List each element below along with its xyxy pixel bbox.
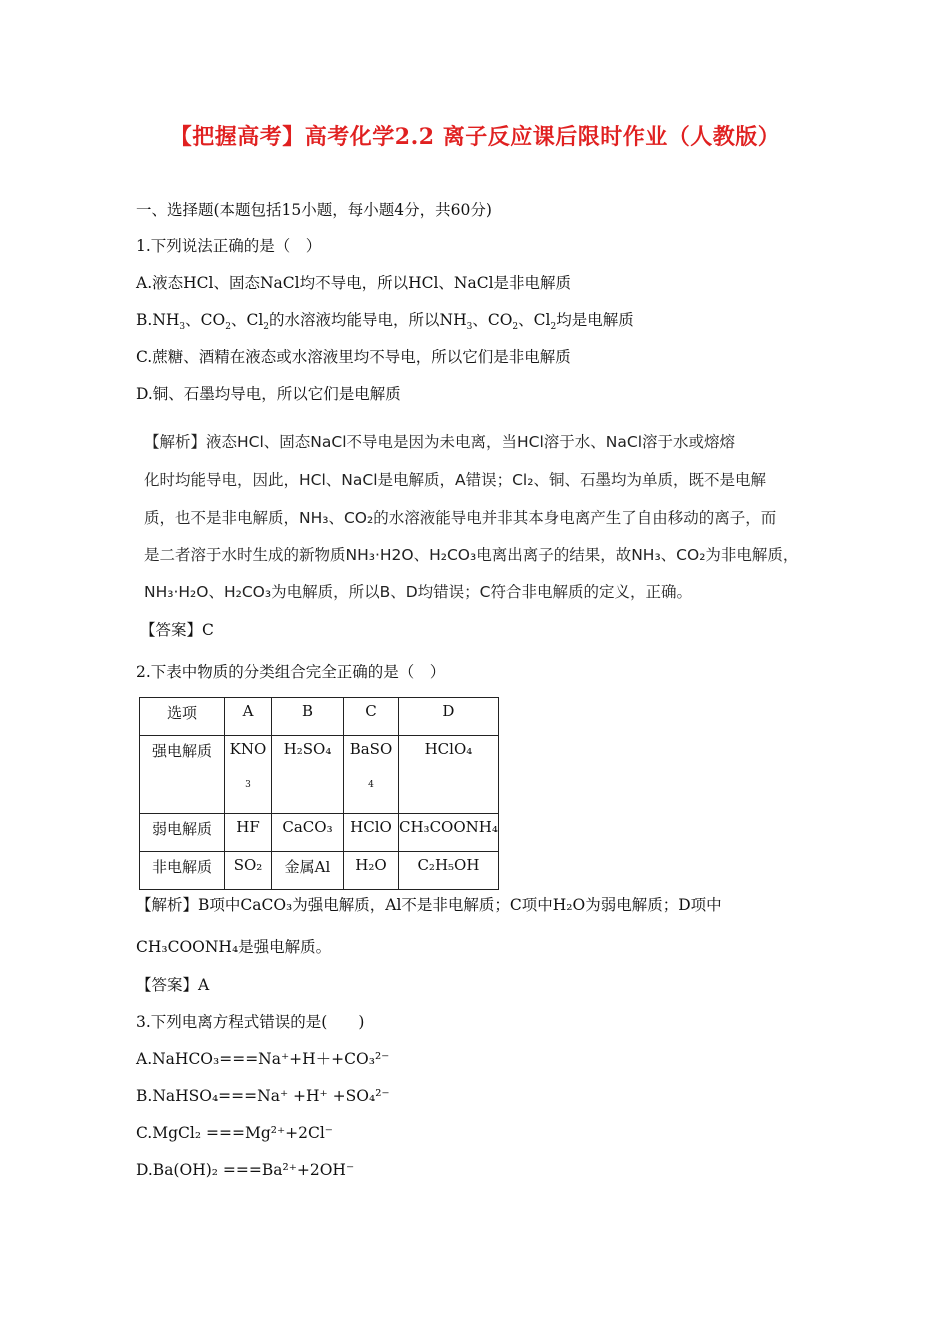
table-header: C — [344, 698, 399, 736]
table-cell: CaCO₃ — [272, 814, 344, 852]
q2-stem: 2.下表中物质的分类组合完全正确的是（ ） — [136, 663, 446, 681]
q2-answer: 【答案】A — [136, 976, 210, 994]
classification-table — [139, 697, 499, 890]
table-cell: HF — [225, 814, 272, 852]
q3-option-b: B.NaHSO₄===Na⁺ +H⁺ +SO₄²⁻ — [136, 1087, 390, 1105]
table-cell: 弱电解质 — [140, 814, 225, 852]
document-title: 【把握高考】高考化学2.2 离子反应课后限时作业（人教版） — [169, 124, 781, 150]
table-cell: 强电解质 — [140, 736, 225, 814]
q1-analysis-line-3: 质，也不是非电解质，NH₃、CO₂的水溶液能导电并非其本身电离产生了自由移动的离子，而 — [144, 509, 777, 527]
q1-stem: 1.下列说法正确的是（ ） — [136, 237, 322, 255]
table-header: D — [399, 698, 499, 736]
q1-option-b: $B.NH_3$、$CO_2$、$Cl_2$的水溶液均能导电，所以$NH_3$、$CO_2$、$Cl_2$均是电解质 — [136, 311, 634, 333]
table-cell: 非电解质 — [140, 852, 225, 890]
table-header: 选项 — [140, 698, 225, 736]
table-cell: CH₃COONH₄ — [399, 814, 499, 852]
q3-option-c: C.MgCl₂ ===Mg²⁺+2Cl⁻ — [136, 1124, 333, 1142]
table-cell: C₂H₅OH — [399, 852, 499, 890]
q3-option-a: A.NaHCO₃===Na⁺+H＋+CO₃²⁻ — [136, 1050, 390, 1068]
table-cell: BaSO 4 — [344, 736, 399, 814]
table-cell: 金属Al — [272, 852, 344, 890]
q2-analysis-line-1: 【解析】B项中CaCO₃为强电解质，Al不是非电解质；C项中H₂O为弱电解质；D项中 — [136, 896, 722, 914]
table-header: B — [272, 698, 344, 736]
q3-stem: 3.下列电离方程式错误的是( ) — [136, 1013, 365, 1031]
table-header: A — [225, 698, 272, 736]
q1-answer: 【答案】C — [140, 621, 214, 639]
q1-option-c: C.蔗糖、酒精在液态或水溶液里均不导电，所以它们是非电解质 — [136, 348, 571, 366]
q1-analysis-line-2: 化时均能导电，因此，HCl、NaCl是电解质，A错误；Cl₂、铜、石墨均为单质，既不是电解 — [144, 471, 766, 489]
section-heading: 一、选择题(本题包括15小题，每小题4分，共60分) — [136, 201, 492, 219]
table-cell: HClO — [344, 814, 399, 852]
q1-analysis-line-4: 是二者溶于水时生成的新物质NH₃·H2O、H₂CO₃电离出离子的结果，故NH₃、CO₂为非电解质， — [144, 546, 799, 564]
table-cell: HClO₄ — [399, 736, 499, 814]
q2-analysis-line-2: CH₃COONH₄是强电解质。 — [136, 938, 332, 956]
table-cell: H₂O — [344, 852, 399, 890]
q1-option-d: D.铜、石墨均导电，所以它们是电解质 — [136, 385, 401, 403]
q3-option-d: D.Ba(OH)₂ ===Ba²⁺+2OH⁻ — [136, 1161, 355, 1179]
table-cell: H₂SO₄ — [272, 736, 344, 814]
table-cell: KNO 3 — [225, 736, 272, 814]
q1-analysis-line-1: 【解析】液态HCl、固态NaCl不导电是因为未电离，当HCl溶于水、NaCl溶于水或熔熔 — [144, 433, 736, 451]
q1-analysis-line-5: NH₃·H₂O、H₂CO₃为电解质，所以B、D均错误；C符合非电解质的定义，正确。 — [144, 583, 692, 601]
table-cell: SO₂ — [225, 852, 272, 890]
q1-option-a: A.液态HCl、固态NaCl均不导电，所以HCl、NaCl是非电解质 — [136, 274, 572, 292]
